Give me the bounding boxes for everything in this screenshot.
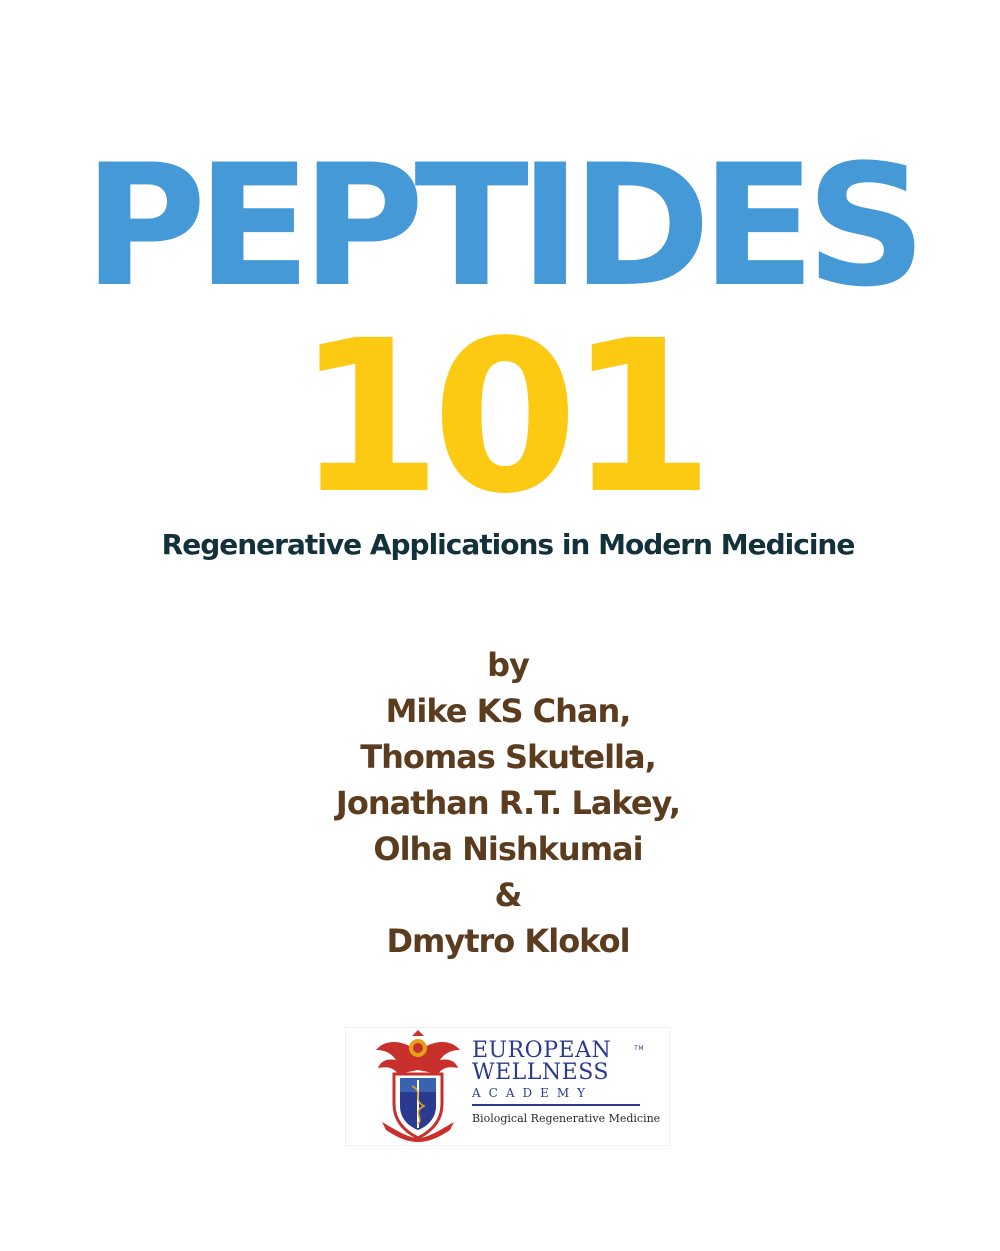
logo-tagline: Biological Regenerative Medicine: [472, 1112, 661, 1125]
author-name: Dmytro Klokol: [386, 922, 630, 960]
trademark-mark: TM: [634, 1045, 644, 1052]
logo-divider: [472, 1104, 640, 1106]
by-label: by: [487, 646, 529, 684]
logo-line-academy: ACADEMY: [472, 1086, 594, 1100]
book-subtitle: Regenerative Applications in Modern Medicine: [161, 528, 855, 561]
logo-wordmark: [472, 1040, 662, 1127]
author-block: [0, 642, 1000, 964]
author-name: Jonathan R.T. Lakey,: [335, 784, 681, 822]
logo-line-european: EUROPEAN: [472, 1038, 612, 1063]
logo-line-wellness: WELLNESS: [472, 1060, 609, 1085]
academy-crest-icon: [372, 1030, 464, 1142]
publisher-logo: [346, 1028, 669, 1145]
ampersand: &: [494, 876, 522, 914]
author-name: Mike KS Chan,: [385, 692, 631, 730]
book-title: PEPTIDES: [83, 128, 917, 324]
author-name: Thomas Skutella,: [360, 738, 656, 776]
book-title-number: 101: [295, 295, 705, 540]
author-name: Olha Nishkumai: [373, 830, 643, 868]
